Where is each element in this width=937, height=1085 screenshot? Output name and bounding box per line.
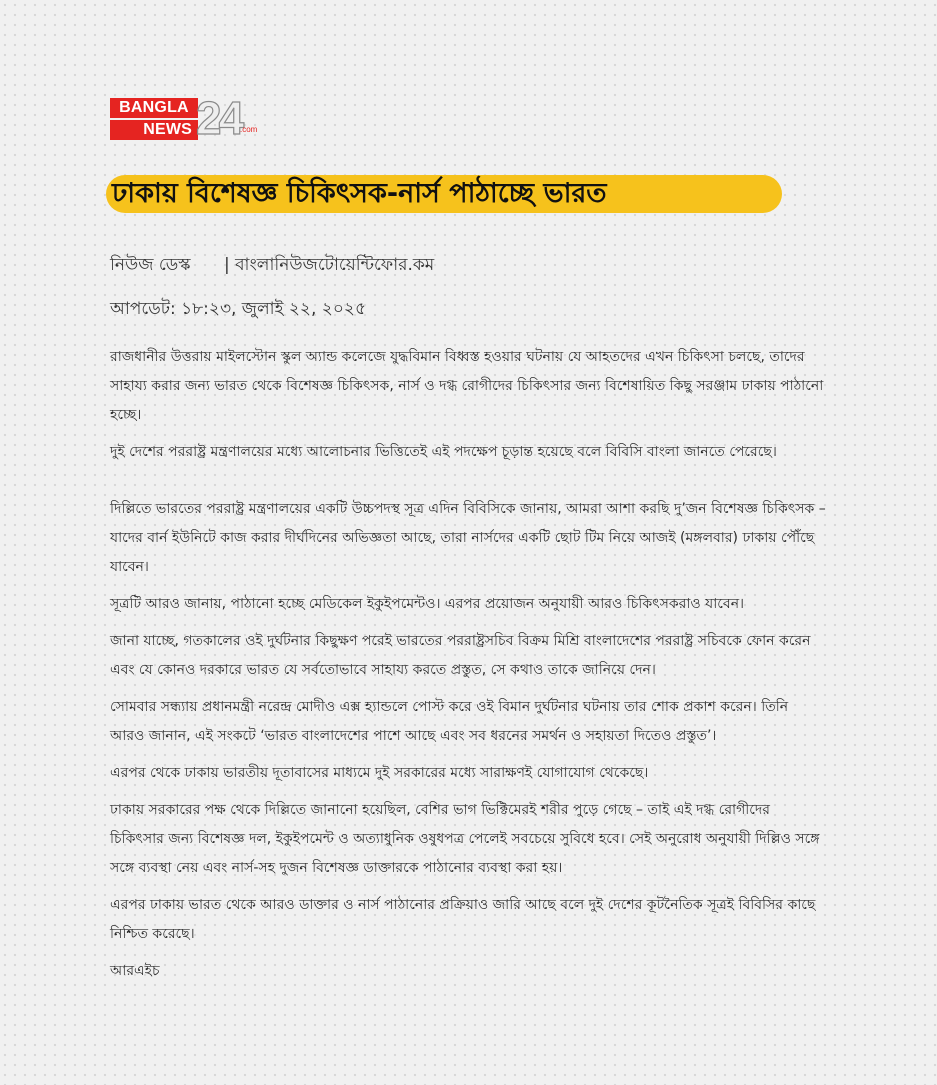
- article-paragraph: রাজধানীর উত্তরায় মাইলস্টোন স্কুল অ্যান্ড কলেজে যুদ্ধবিমান বিধ্বস্ত হওয়ার ঘটনায় যে আহতদের এখন চিকিৎসা চলছে, তাদের সাহায্য করার জন্য ভারত থেকে বিশেষজ্ঞ চিকিৎসক, নার্স ও দগ্ধ রোগীদের চিকিৎসার জন্য বিশেষায়িত কিছু সরঞ্জাম ঢাকায় পাঠানো হচ্ছে।: [110, 349, 824, 423]
- site-logo[interactable]: [110, 92, 260, 144]
- logo-word-news: NEWS: [110, 120, 198, 140]
- article-body: [110, 343, 826, 994]
- article-headline: ঢাকায় বিশেষজ্ঞ চিকিৎসক-নার্স পাঠাচ্ছে ভারত: [106, 175, 782, 213]
- update-timestamp: আপডেট: ১৮:২৩, জুলাই ২২, ২০২৫: [110, 299, 366, 319]
- article-paragraph: দুই দেশের পররাষ্ট্র মন্ত্রণালয়ের মধ্যে আলোচনার ভিত্তিতেই এই পদক্ষেপ চূড়ান্ত হয়েছে বলে বিবিসি বাংলা জানতে পেরেছে।: [110, 444, 777, 460]
- logo-number: 24: [196, 92, 242, 144]
- article-paragraph: দিল্লিতে ভারতের পররাষ্ট্র মন্ত্রণালয়ের একটি উচ্চপদস্থ সূত্র এদিন বিবিসিকে জানায়, আমরা আশা করছি দু’জন বিশেষজ্ঞ চিকিৎসক – যাদের বার্ন ইউনিটে কাজ করার দীর্ঘদিনের অভিজ্ঞতা আছে, তারা নার্সদের একটি ছোট টিম নিয়ে আজই (মঙ্গলবার) ঢাকায় পৌঁছে যাবেন।: [110, 501, 826, 575]
- article-paragraph: ঢাকায় সরকারের পক্ষ থেকে দিল্লিতে জানানো হয়েছিল, বেশির ভাগ ভিক্টিমেরই শরীর পুড়ে গেছে – তাই এই দগ্ধ রোগীদের চিকিৎসার জন্য বিশেষজ্ঞ দল, ইকুইপমেন্ট ও অত্যাধুনিক ওষুধপত্র পেলেই সবচেয়ে সুবিধে হবে। সেই অনুরোধ অনুযায়ী দিল্লিও সঙ্গে সঙ্গে ব্যবস্থা নেয় এবং নার্স-সহ দুজন বিশেষজ্ঞ ডাক্তারকে পাঠানোর ব্যবস্থা করা হয়।: [110, 802, 820, 876]
- byline-separator: |: [223, 255, 230, 275]
- article-signature: আরএইচ: [110, 963, 160, 979]
- article-paragraph: সোমবার সন্ধ্যায় প্রধানমন্ত্রী নরেন্দ্র মোদীও এক্স হ্যান্ডলে পোস্ট করে ওই বিমান দুর্ঘটনার ঘটনায় তার শোক প্রকাশ করেন। তিনি আরও জানান, এই সংকটে ‘ভারত বাংলাদেশের পাশে আছে এবং সব ধরনের সমর্থন ও সহায়তা দিতেও প্রস্তুত’।: [110, 699, 789, 744]
- byline-author: নিউজ ডেস্ক: [110, 255, 191, 275]
- byline: [110, 252, 434, 278]
- article-paragraph: এরপর থেকে ঢাকায় ভারতীয় দূতাবাসের মাধ্যমে দুই সরকারের মধ্যে সারাক্ষণই যোগাযোগ থেকেছে।: [110, 765, 649, 781]
- article-paragraph: সূত্রটি আরও জানায়, পাঠানো হচ্ছে মেডিকেল ইকুইপমেন্টও। এরপর প্রয়োজন অনুযায়ী আরও চিকিৎসকরাও যাবেন।: [110, 596, 745, 612]
- logo-suffix: .com: [240, 125, 258, 134]
- article-paragraph: এরপর ঢাকায় ভারত থেকে আরও ডাক্তার ও নার্স পাঠানোর প্রক্রিয়াও জারি আছে বলে দুই দেশের কূটনৈতিক সূত্রই বিবিসির কাছে নিশ্চিত করেছে।: [110, 897, 816, 942]
- logo-word-bangla: BANGLA: [110, 98, 198, 118]
- article-paragraph: জানা যাচ্ছে, গতকালের ওই দুর্ঘটনার কিছুক্ষণ পরেই ভারতের পররাষ্ট্রসচিব বিক্রম মিশ্রি বাংলাদেশের পররাষ্ট্র সচিবকে ফোন করেন এবং যে কোনও দরকারে ভারত যে সর্বতোভাবে সাহায্য করতে প্রস্তুত, সে কথাও তাকে জানিয়ে দেন।: [110, 633, 811, 678]
- byline-source: বাংলানিউজটোয়েন্টিফোর.কম: [235, 255, 435, 275]
